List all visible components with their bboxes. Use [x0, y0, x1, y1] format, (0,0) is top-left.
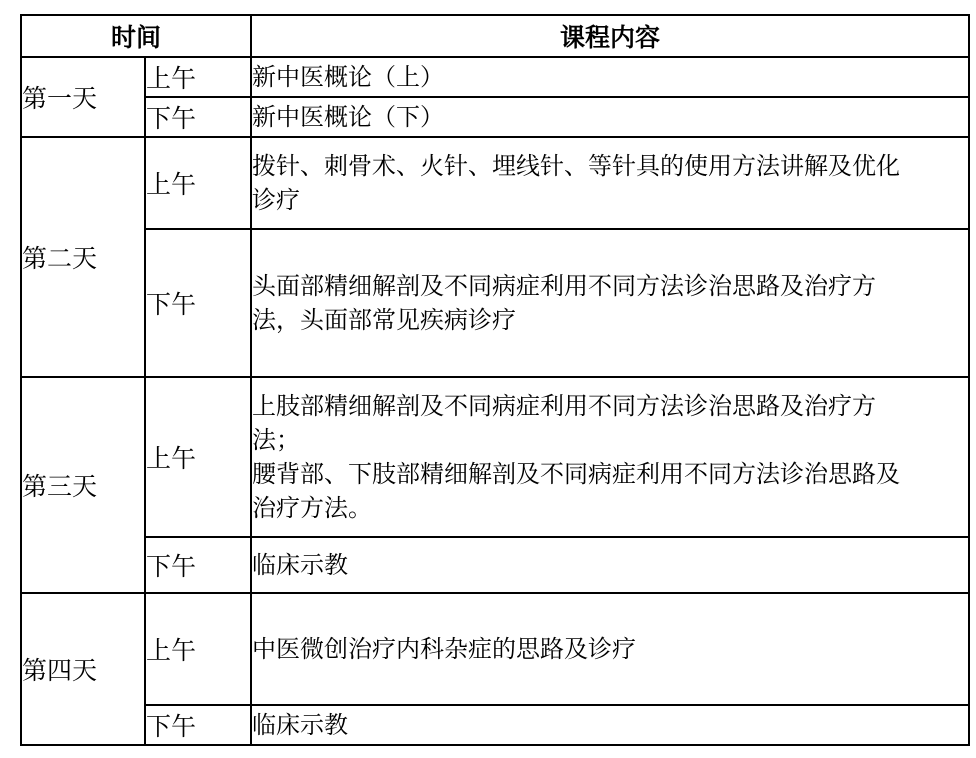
period-label: 上午 — [145, 593, 251, 705]
content-line: 中医微创治疗内科杂症的思路及诊疗 — [252, 635, 637, 663]
day-label: 第一天 — [21, 57, 145, 137]
period-label: 下午 — [145, 705, 251, 745]
content-line: 法； — [252, 426, 301, 454]
content-line: 上肢部精细解剖及不同病症利用不同方法诊治思路及治疗方 — [252, 392, 877, 420]
course-content — [251, 229, 969, 377]
day-label: 第三天 — [21, 377, 145, 593]
course-schedule-table — [20, 14, 970, 746]
course-content — [251, 377, 969, 537]
content-line: 临床示教 — [252, 551, 349, 579]
content-line: 腰背部、下肢部精细解剖及不同病症利用不同方法诊治思路及 — [252, 460, 901, 488]
course-content — [251, 97, 969, 137]
content-line: 临床示教 — [252, 711, 349, 739]
day-label: 第二天 — [21, 137, 145, 377]
period-label: 下午 — [145, 537, 251, 593]
content-line: 治疗方法。 — [252, 494, 373, 522]
content-line: 新中医概论（上） — [252, 63, 445, 91]
course-content — [251, 705, 969, 745]
content-line: 诊疗 — [252, 186, 301, 214]
period-label: 上午 — [145, 137, 251, 229]
period-label: 下午 — [145, 97, 251, 137]
content-line: 头面部精细解剖及不同病症利用不同方法诊治思路及治疗方 — [252, 272, 877, 300]
table-row — [21, 137, 969, 229]
table-row — [21, 593, 969, 705]
period-label: 上午 — [145, 377, 251, 537]
table-row — [21, 57, 969, 97]
header-time: 时间 — [21, 15, 251, 57]
course-content — [251, 57, 969, 97]
day-label: 第四天 — [21, 593, 145, 745]
table-row — [21, 97, 969, 137]
course-content — [251, 537, 969, 593]
table-row — [21, 229, 969, 377]
table-row — [21, 705, 969, 745]
course-content — [251, 137, 969, 229]
course-content — [251, 593, 969, 705]
content-line: 拨针、刺骨术、火针、埋线针、等针具的使用方法讲解及优化 — [252, 152, 901, 180]
header-content: 课程内容 — [251, 15, 969, 57]
table-header-row — [21, 15, 969, 57]
table-row — [21, 377, 969, 537]
content-line: 法，头面部常见疾病诊疗 — [252, 306, 517, 334]
period-label: 下午 — [145, 229, 251, 377]
content-line: 新中医概论（下） — [252, 103, 445, 131]
table-row — [21, 537, 969, 593]
period-label: 上午 — [145, 57, 251, 97]
